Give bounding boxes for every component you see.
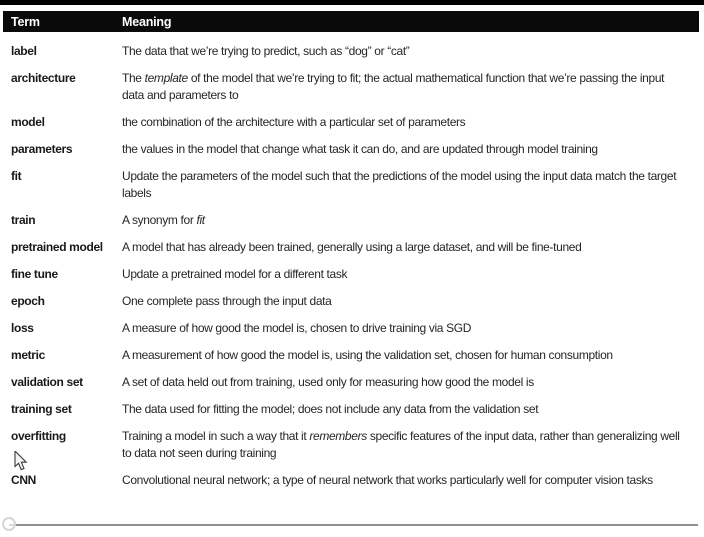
term-cell: metric	[11, 348, 45, 362]
video-progress-handle[interactable]	[2, 517, 16, 531]
meaning-cell: Training a model in such a way that it remembers specific features of the input data, rather than generalizing well to data not seen during training	[122, 429, 680, 460]
term-cell: epoch	[11, 294, 45, 308]
term-cell: overfitting	[11, 429, 66, 443]
meaning-cell: A model that has already been trained, generally using a large dataset, and will be fine-tuned	[122, 240, 582, 254]
column-header-term: Term	[11, 14, 40, 29]
table-row	[3, 163, 699, 207]
table-row	[3, 369, 699, 396]
table-row	[3, 234, 699, 261]
table-row	[3, 288, 699, 315]
meaning-cell: One complete pass through the input data	[122, 294, 332, 308]
term-cell: parameters	[11, 142, 73, 156]
table-row	[3, 467, 699, 494]
table-row	[3, 315, 699, 342]
table-header	[3, 11, 699, 32]
table-row	[3, 38, 699, 65]
term-cell: pretrained model	[11, 240, 103, 254]
table-body	[3, 32, 699, 494]
term-cell: fine tune	[11, 267, 58, 281]
table-row	[3, 109, 699, 136]
meaning-cell: The data used for fitting the model; does not include any data from the validation set	[122, 402, 539, 416]
meaning-cell: A set of data held out from training, used only for measuring how good the model is	[122, 375, 534, 389]
term-cell: model	[11, 115, 45, 129]
table-row	[3, 65, 699, 109]
table-row	[3, 423, 699, 467]
meaning-cell: Update a pretrained model for a different task	[122, 267, 348, 281]
video-progress-track[interactable]	[9, 524, 698, 526]
meaning-cell: A measure of how good the model is, chosen to drive training via SGD	[122, 321, 472, 335]
term-cell: CNN	[11, 473, 36, 487]
meaning-cell: Convolutional neural network; a type of neural network that works particularly well for computer vision tasks	[122, 473, 653, 487]
meaning-cell: A measurement of how good the model is, using the validation set, chosen for human consumption	[122, 348, 613, 362]
table-row	[3, 396, 699, 423]
term-cell: label	[11, 44, 37, 58]
term-cell: loss	[11, 321, 34, 335]
table-row	[3, 342, 699, 369]
table-row	[3, 136, 699, 163]
term-cell: training set	[11, 402, 72, 416]
meaning-cell: The data that we’re trying to predict, such as “dog” or “cat”	[122, 44, 410, 58]
term-cell: fit	[11, 169, 22, 183]
meaning-cell: The template of the model that we’re trying to fit; the actual mathematical function that we’re passing the input data and parameters to	[122, 71, 665, 102]
meaning-cell: the combination of the architecture with a particular set of parameters	[122, 115, 466, 129]
top-bar	[0, 0, 704, 5]
glossary-table	[3, 11, 699, 494]
column-header-meaning: Meaning	[122, 14, 172, 29]
term-cell: architecture	[11, 71, 76, 85]
meaning-cell: A synonym for fit	[122, 213, 205, 227]
term-cell: validation set	[11, 375, 83, 389]
table-row	[3, 207, 699, 234]
table-row	[3, 261, 699, 288]
term-cell: train	[11, 213, 36, 227]
meaning-cell: Update the parameters of the model such that the predictions of the model using the input data match the target labels	[122, 169, 677, 200]
meaning-cell: the values in the model that change what task it can do, and are updated through model training	[122, 142, 598, 156]
